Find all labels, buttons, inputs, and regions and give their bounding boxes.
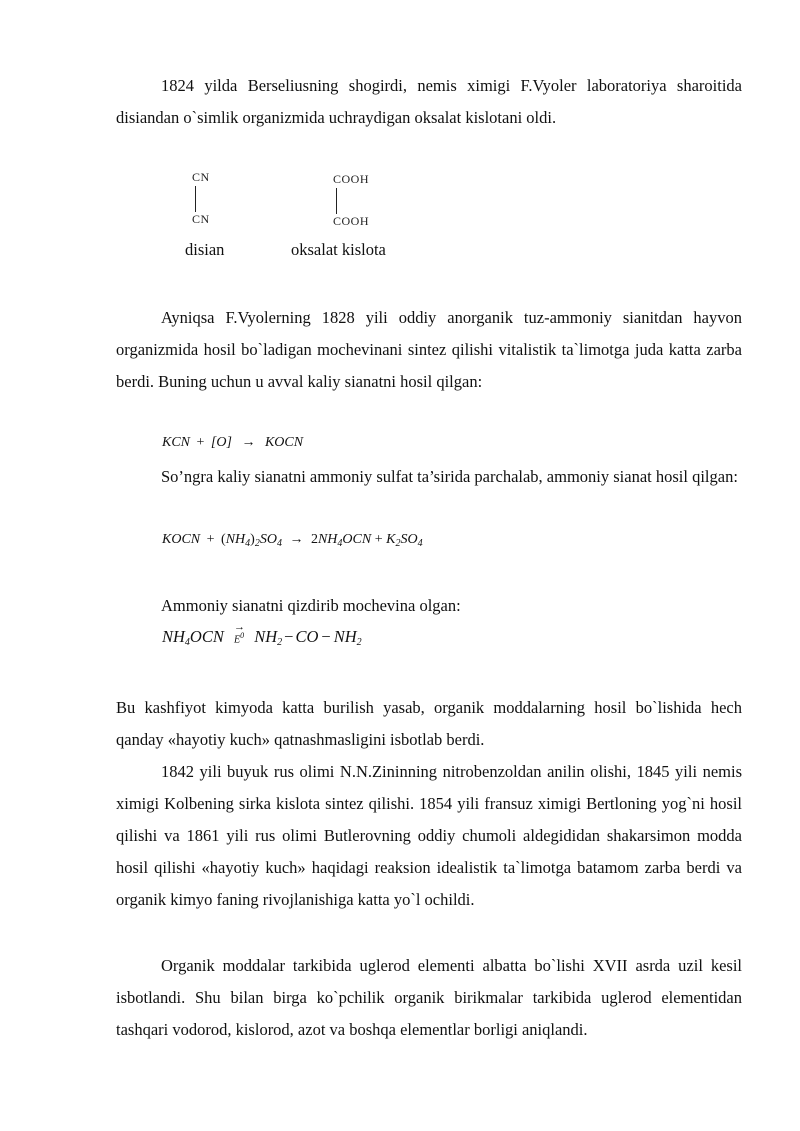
paragraph-3: So’ngra kaliy sianatni ammoniy sulfat ta’sirida parchalab, ammoniy sianat hosil qilgan: [161, 467, 738, 486]
eq3-carbonyl: CO [295, 627, 319, 646]
disian-bond-line [195, 186, 196, 212]
eq2-so-sub: 4 [276, 538, 282, 549]
eq2-product-ocn: OCN [342, 532, 372, 547]
paragraph-7: Organik moddalar tarkibida uglerod elementi albatta bo`lishi XVII asrda uzil kesil isbotlandi. Shu bilan birga ko`pchilik organik birikmalar tarkibida uglerod elementidan tashqari vodorod, kislorod, azot va boshqa elementlar borligi aniqlandi. [116, 956, 742, 1039]
paragraph-6: 1842 yili buyuk rus olimi N.N.Zininning nitrobenzoldan anilin olishi, 1845 yili nemis ximigi Kolbening sirka kislota sintez qilishi. 1854 yili fransuz ximigi Bertloning yog`ni hosil qilishi va 1861 yili rus olimi Butlerovning oddiy chumoli aldegididan shakarsimon modda hosil qilishi «hayotiy kuch» haqidagi reaksion idealistik ta`limotga batamom zarba berdi va organik kimyo faning rivojlanishiga katta yo`l ochildi. [116, 762, 742, 909]
eq3-condition: E [233, 634, 241, 645]
eq3-product-nh-1: NH [254, 627, 278, 646]
eq2-product-so-sub: 4 [417, 538, 423, 549]
eq2-product-k: K [386, 532, 396, 547]
equation-1 [162, 435, 303, 451]
eq3-condition-sup: 0 [240, 630, 245, 640]
eq3-product-nh-2-sub: 2 [356, 637, 362, 648]
eq3-dash-2: − [321, 627, 331, 646]
eq2-nh-sub: 4 [245, 538, 251, 549]
eq3-product-nh-2: NH [333, 627, 357, 646]
eq1-plus: + [196, 435, 205, 450]
eq3-reactant-ocn: OCN [189, 627, 224, 646]
disian-top-group: CN [192, 170, 210, 184]
eq2-plus-1: + [206, 532, 215, 547]
oksalat-bottom-group: COOH [333, 214, 370, 228]
eq3-dash-1: − [284, 627, 294, 646]
oksalat-bond-line [336, 188, 337, 214]
paragraph-4: Ammoniy sianatni qizdirib mochevina olgan: [161, 596, 461, 615]
equation-3 [162, 620, 362, 648]
eq2-coefficient: 2 [310, 532, 318, 547]
eq3-reactant-nh-sub: 4 [184, 637, 190, 648]
eq2-arrow: → [289, 532, 304, 547]
eq2-product-k-sub: 2 [395, 538, 401, 549]
eq2-paren-sub: 2 [254, 538, 260, 549]
eq2-product-nh-sub: 4 [337, 538, 343, 549]
eq1-rhs: KOCN [264, 435, 304, 450]
eq2-open-paren: ( [221, 532, 226, 547]
paragraph-2: Ayniqsa F.Vyolerning 1828 yili oddiy anorganik tuz-ammoniy sianitdan hayvon organizmida hosil bo`ladigan mochevinani sintez qilishi vitalistik ta`limotga juda katta zarba berdi. Buning uchun u avval kaliy sianatni hosil qilgan: [116, 308, 742, 391]
eq2-so: SO [259, 532, 277, 547]
disian-caption: disian [185, 240, 225, 259]
paragraph-5: Bu kashfiyot kimyoda katta burilish yasab, organik moddalarning hosil bo`lishida hech qanday «hayotiy kuch» qatnashmasligini isbotlab berdi. [116, 698, 742, 749]
eq1-arrow: → [241, 435, 256, 450]
eq2-product-nh: NH [317, 532, 338, 547]
paragraph-1: 1824 yilda Berseliusning shogirdi, nemis ximigi F.Vyoler laboratoriya sharoitida disiandan o`simlik organizmida uchraydigan oksalat kislotani oldi. [116, 76, 742, 127]
eq2-plus-2: + [374, 532, 383, 547]
eq3-reactant-nh: NH [162, 627, 185, 646]
eq2-close-paren: ) [250, 532, 255, 547]
disian-bottom-group: CN [192, 212, 210, 226]
eq1-reagent: [O] [210, 435, 232, 450]
eq3-arrow-glyph: → [233, 620, 245, 633]
equation-2 [162, 532, 423, 549]
eq2-nh: NH [225, 532, 246, 547]
eq3-heat-arrow [233, 620, 245, 645]
eq2-reactant-kocn: KOCN [162, 532, 201, 547]
eq2-product-so: SO [400, 532, 418, 547]
oksalat-top-group: COOH [333, 172, 370, 186]
oksalat-caption: oksalat kislota [291, 240, 386, 259]
eq3-product-nh-1-sub: 2 [277, 637, 283, 648]
eq1-lhs: KCN [162, 435, 191, 450]
